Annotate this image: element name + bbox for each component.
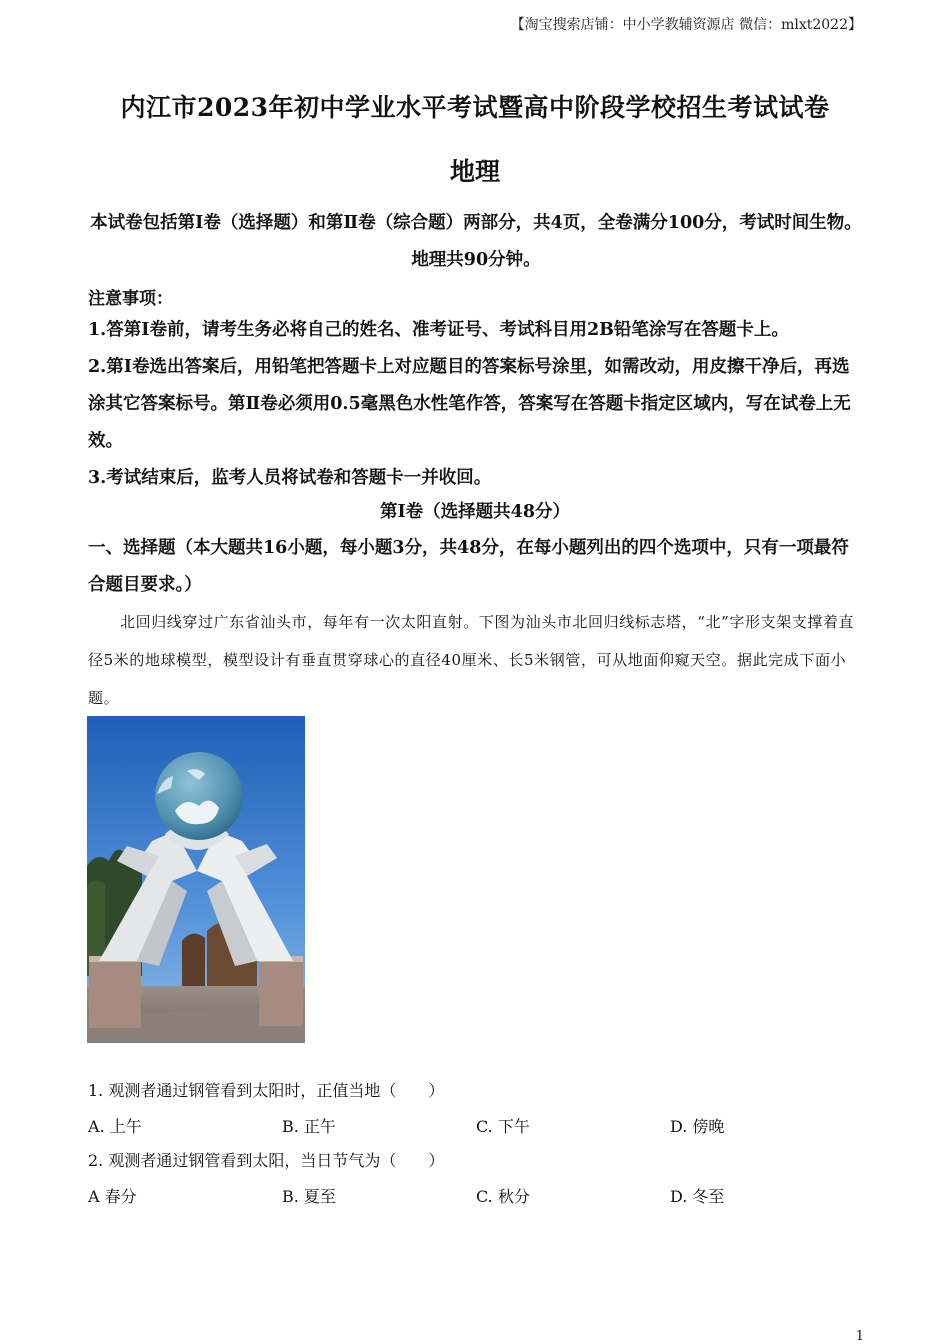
question-2-stem: 2. 观测者通过钢管看到太阳，当日节气为（ ） [88,1151,445,1170]
question-1-stem: 1. 观测者通过钢管看到太阳时，正值当地（ ） [88,1081,445,1100]
page-number: 1 [855,1329,864,1344]
notes-heading: 注意事项： [88,289,173,309]
question-2-option-c: C. 秋分 [476,1187,530,1206]
notes-list [88,312,864,497]
header-note: 【淘宝搜索店铺：中小学教辅资源店 微信：mlxt2022】 [510,17,862,33]
monument-photo [87,716,305,1043]
question-1-option-c: C. 下午 [476,1117,530,1136]
question-1-option-a: A. 上午 [88,1117,142,1136]
question-passage: 北回归线穿过广东省汕头市，每年有一次太阳直射。下图为汕头市北回归线标志塔，“北”字形支架支撑着直径5米的地球模型，模型设计有垂直贯穿球心的直径40厘米、长5米钢管，可从地面仰窥天空。据此完成下面小题。 [88,613,855,707]
exam-intro: 本试卷包括第Ⅰ卷（选择题）和第Ⅱ卷（综合题）两部分，共4页，全卷满分100分，考试时间生物。地理共90分钟。 [90,213,862,270]
note-item: 2.第Ⅰ卷选出答案后，用铅笔把答题卡上对应题目的答案标号涂里，如需改动，用皮擦干净后，再选涂其它答案标号。第Ⅱ卷必须用0.5毫黑色水性笔作答，答案写在答题卡指定区域内，写在试卷上无效。 [88,357,851,451]
part-title: 一、选择题（本大题共16小题，每小题3分，共48分，在每小题列出的四个选项中，只有一项最符合题目要求。） [88,538,849,595]
note-item: 1.答第Ⅰ卷前，请考生务必将自己的姓名、准考证号、考试科目用2B铅笔涂写在答题卡上。 [88,320,789,340]
question-1-option-b: B. 正午 [282,1117,336,1136]
question-2-option-d: D. 冬至 [670,1187,725,1206]
subject-title: 地理 [449,157,500,186]
exam-title: 内江市2023年初中学业水平考试暨高中阶段学校招生考试试卷 [120,93,830,122]
question-2-option-b: B. 夏至 [282,1187,336,1206]
note-item: 3.考试结束后，监考人员将试卷和答题卡一并收回。 [88,468,492,488]
question-1-option-d: D. 傍晚 [670,1117,725,1136]
question-2-option-a: A 春分 [88,1187,137,1206]
section-title: 第Ⅰ卷（选择题共48分） [379,502,571,522]
